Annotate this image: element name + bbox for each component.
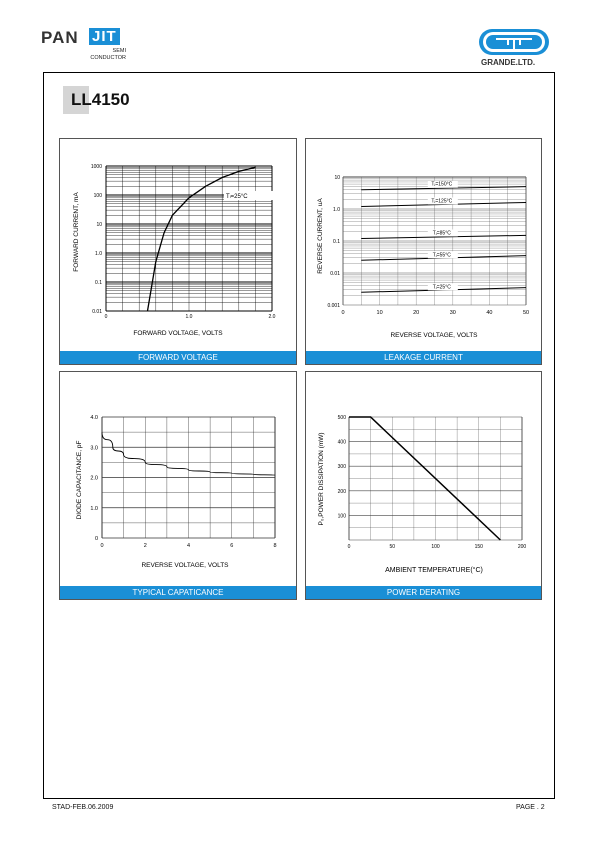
leak-series-label: Tⱼ=55°C [432,252,451,259]
leak-xtick-label: 20 [413,310,420,316]
der-xtick-label: 200 [517,544,527,550]
fwd-xtick-label: 1.0 [185,314,193,320]
forward-xlabel: FORWARD VOLTAGE, VOLTS [133,330,223,337]
der-ytick-label: 200 [337,488,346,495]
company-name: GRANDE.LTD. [481,58,536,67]
leak-xtick-label: 10 [376,310,383,316]
leakage-xlabel: REVERSE VOLTAGE, VOLTS [390,332,478,339]
fwd-ytick-label: 10 [96,222,102,228]
derating-ylabel: P₀,POWER DISSIPATION (mW) [318,432,325,526]
leakage-ylabel: REVERSE CURRENT, uA [317,198,324,274]
brand-sub-line-1: SEMI [112,48,126,54]
leak-xtick-label: 0 [341,310,345,316]
page-title: LL4150 [71,90,130,109]
derating-caption: POWER DERATING [306,586,541,599]
footer-date: STAD-FEB.06.2009 [52,804,114,811]
leak-xtick-label: 50 [522,310,530,316]
brand-jit-text: JIT [89,28,120,45]
leak-ytick-label: 1.0 [333,207,340,213]
capacitance-caption: TYPICAL CAPATICANCE [60,586,296,599]
brand-subtitle [88,48,126,62]
leak-ytick-label: 0.1 [333,239,340,245]
fwd-xtick-label: 2.0 [268,314,276,320]
cap-ytick-label: 0 [94,536,98,542]
capacitance-panel [59,371,297,600]
fwd-ytick-label: 0.01 [92,309,102,315]
leak-series-label: Tⱼ=150°C [431,181,453,188]
cap-xtick-label: 4 [186,543,191,549]
cap-ytick-label: 1.0 [90,505,98,512]
fwd-ytick-label: 0.1 [95,280,102,286]
fwd-ytick-label: 1.0 [95,251,102,257]
cap-xtick-label: 8 [273,543,277,549]
fwd-ytick-label: 1000 [90,164,102,170]
leak-ytick-label: 0.001 [327,303,340,309]
cap-xtick-label: 2 [143,543,147,549]
capacitance-chart [60,372,296,586]
cap-ytick-label: 4.0 [90,415,98,421]
leak-ytick-label: 10 [334,175,340,181]
cap-xtick-label: 0 [100,543,104,549]
capacitance-xlabel: REVERSE VOLTAGE, VOLTS [141,562,229,569]
fwd-ytick-label: 100 [93,193,102,199]
forward-voltage-chart [60,139,296,351]
leak-ytick-label: 0.01 [330,271,340,277]
leak-xtick-label: 30 [449,310,456,316]
grande-logo-icon [478,28,550,56]
der-ytick-label: 300 [337,464,346,471]
cap-ytick-label: 3.0 [90,445,98,452]
brand-pan-text: PAN [41,28,79,47]
leakage-current-chart [306,139,541,351]
cap-ytick-label: 2.0 [90,475,98,482]
der-xtick-label: 50 [389,544,396,550]
leak-series-label: Tⱼ=85°C [432,230,451,237]
footer-page: PAGE . 2 [516,804,545,811]
der-ytick-label: 500 [337,415,346,421]
fwd-xtick-label: 0 [104,314,108,320]
power-derating-chart [306,372,541,586]
derating-xlabel: AMBIENT TEMPERATURE(°C) [385,567,483,574]
leak-series-label: Tⱼ=125°C [431,198,453,205]
brand-sub-line-2: CONDUCTOR [90,55,126,61]
forward-caption: FORWARD VOLTAGE [60,351,296,364]
leak-xtick-label: 40 [486,310,493,316]
forward-annotation: Tₗ=25°C [226,194,248,200]
forward-ylabel: FORWARD CURRENT, mA [73,192,80,272]
leakage-caption: LEAKAGE CURRENT [306,351,541,364]
cap-xtick-label: 6 [230,543,234,549]
leakage-current-panel [305,138,542,365]
capacitance-ylabel: DIODE CAPACITANCE, pF [76,440,83,520]
der-ytick-label: 400 [337,439,346,446]
der-ytick-label: 100 [337,513,346,520]
der-xtick-label: 150 [474,544,483,550]
power-derating-panel [305,371,542,600]
forward-voltage-panel [59,138,297,365]
der-xtick-label: 0 [347,544,351,550]
leak-series-label: Tⱼ=25°C [432,284,451,291]
der-xtick-label: 100 [431,544,440,550]
